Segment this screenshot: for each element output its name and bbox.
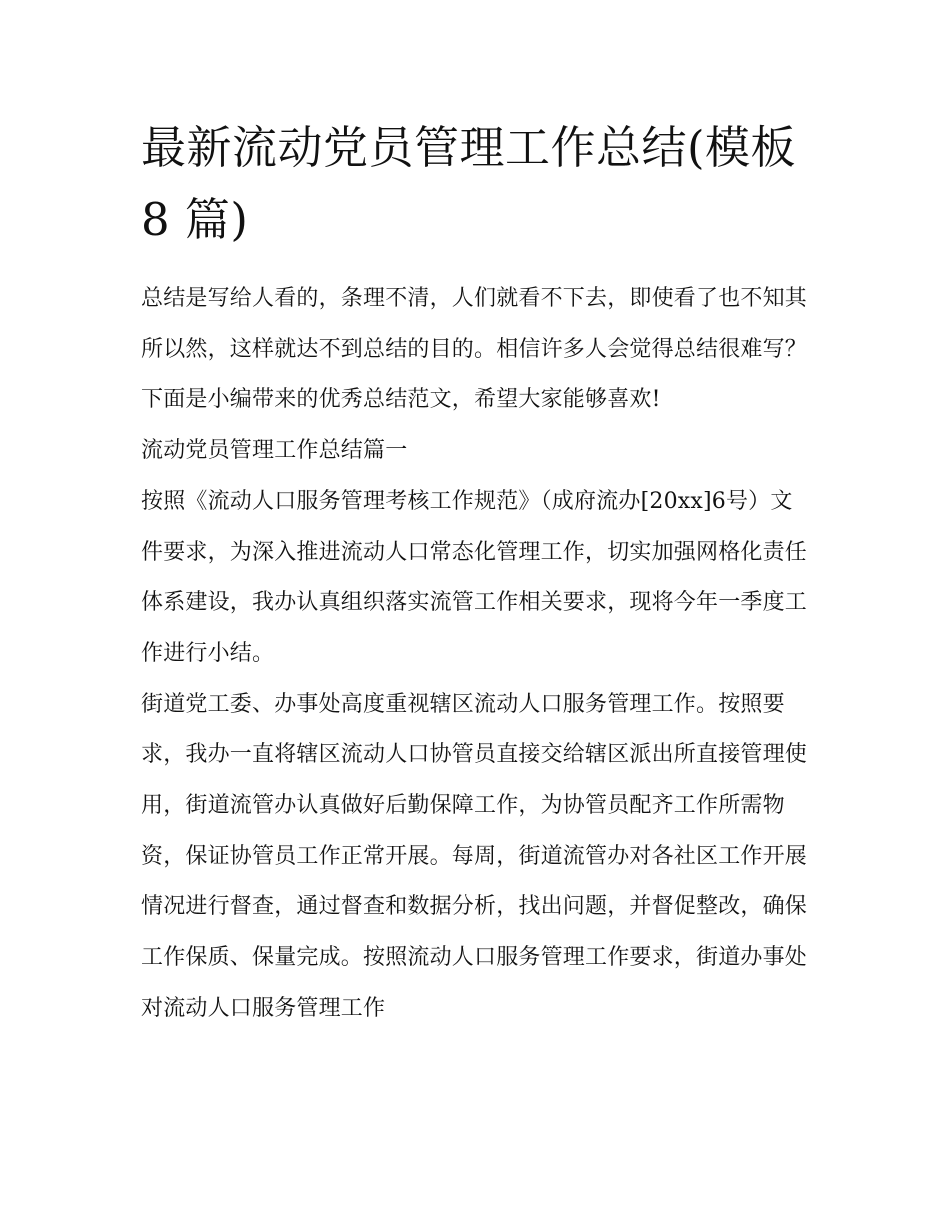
body-paragraph-2: 街道党工委、办事处高度重视辖区流动人口服务管理工作。按照要求，我办一直将辖区流动人口协管员直接交给辖区派出所直接管理使用，街道流管办认真做好后勤保障工作，为协管员配齐工作所需物资，保证协管员工作正常开展。每周，街道流管办对各社区工作开展情况进行督查，通过督查和数据分析，找出问题，并督促整改，确保工作保质、保量完成。按照流动人口服务管理工作要求，街道办事处对流动人口服务管理工作 xyxy=(141,691,808,1021)
document-title: 最新流动党员管理工作总结(模板 8 篇) xyxy=(141,121,797,246)
body-paragraph-1: 按照《流动人口服务管理考核工作规范》（成府流办[20xx]6号）文件要求，为深入推进流动人口常态化管理工作，切实加强网格化责任体系建设，我办认真组织落实流管工作相关要求，现将今年一季度工作进行小结。 xyxy=(141,488,808,666)
intro-paragraph: 总结是写给人看的，条理不清，人们就看不下去，即使看了也不知其所以然，这样就达不到总结的目的。相信许多人会觉得总结很难写？下面是小编带来的优秀总结范文，希望大家能够喜欢! xyxy=(141,286,808,413)
section-heading: 流动党员管理工作总结篇一 xyxy=(141,438,408,464)
document-body xyxy=(141,112,813,1035)
